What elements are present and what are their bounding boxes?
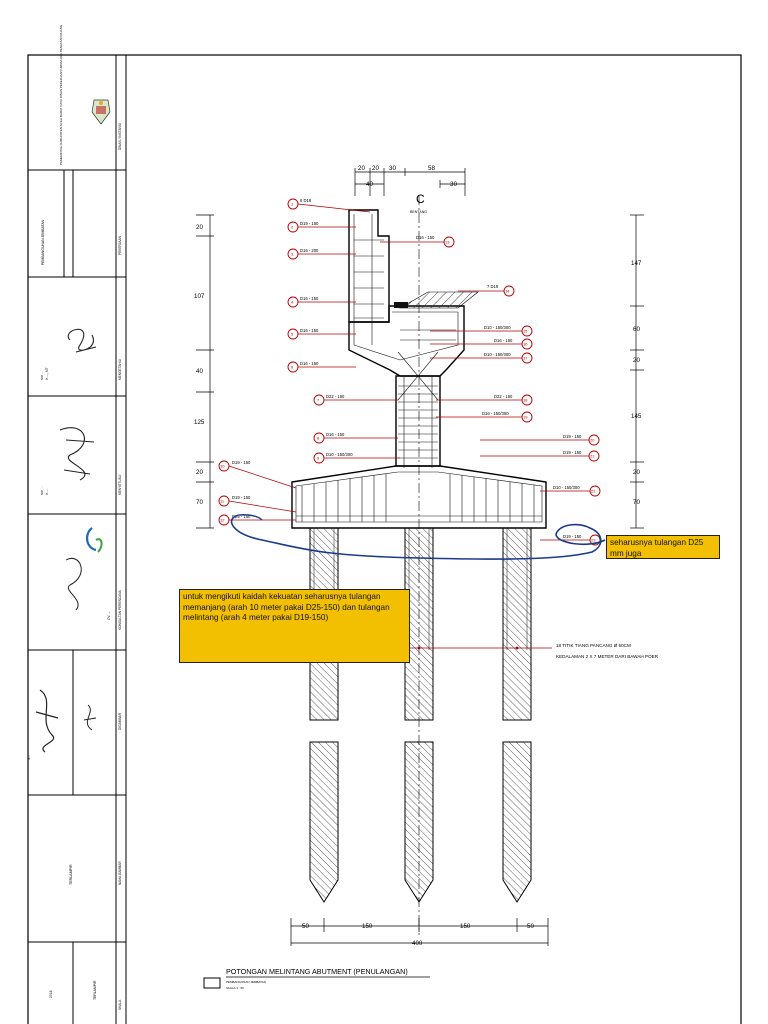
svg-text:17: 17 — [523, 355, 528, 361]
rebar-label — [314, 452, 400, 463]
rebar-label — [480, 450, 599, 461]
dim-top-6: 30 — [450, 181, 457, 188]
dim-right-4: 145 — [631, 413, 642, 420]
approver-2-name: Ir. ... — [45, 488, 49, 495]
field-label-konsultan: KONSULTAN PERENCANA — [118, 590, 122, 630]
drawing-scale: SKALA 1 : 50 — [226, 986, 244, 990]
dim-left-1: 20 — [196, 224, 203, 231]
review-callout-side: seharusnya tulangan D25 mm juga — [606, 535, 720, 559]
field-label-dinas: DINAS / INSTANSI — [118, 123, 122, 150]
rebar-label — [430, 325, 532, 336]
svg-text:23: 23 — [591, 537, 596, 543]
svg-text:6: 6 — [291, 364, 294, 370]
svg-text:D16 - 150/300: D16 - 150/300 — [482, 411, 509, 416]
centerline-label: BENTANG — [410, 210, 428, 214]
field-label-menyetujui: MENYETUJUI — [118, 474, 122, 495]
svg-text:3: 3 — [291, 251, 294, 257]
svg-text:D10 - 150/300: D10 - 150/300 — [484, 325, 511, 330]
signature-1 — [68, 329, 96, 352]
rebar-label — [314, 394, 398, 405]
field-label-pekerjaan: PEKERJAAN — [118, 236, 122, 255]
rebar-label — [314, 432, 398, 443]
svg-text:8: 8 — [317, 435, 320, 441]
rebar-labels-right — [380, 235, 600, 545]
svg-text:D10 - 150/300: D10 - 150/300 — [326, 452, 353, 457]
dim-top-3: 30 — [389, 165, 396, 172]
project-name: PEMBANGUNAN JEMBATAN — [41, 219, 45, 265]
svg-text:12: 12 — [220, 517, 225, 523]
signature-5 — [36, 690, 58, 752]
rebar-label — [219, 514, 296, 525]
svg-text:7 D19: 7 D19 — [487, 284, 499, 289]
rebar-label — [540, 485, 600, 496]
svg-text:7: 7 — [317, 397, 320, 403]
rebar-label — [436, 411, 532, 422]
svg-text:10: 10 — [220, 463, 225, 469]
rebar-label — [480, 434, 599, 445]
dim-left-4: 125 — [194, 419, 205, 426]
dim-right-3: 20 — [633, 357, 640, 364]
svg-text:D19 - 150: D19 - 150 — [232, 495, 251, 500]
svg-text:D19 - 150: D19 - 150 — [232, 460, 251, 465]
dim-top-4: 58 — [428, 165, 435, 172]
rebar-label — [219, 460, 296, 488]
dim-bottom-total: 400 — [412, 940, 423, 947]
dim-bottom-1: 50 — [302, 923, 309, 930]
rebar-label — [288, 328, 356, 339]
svg-text:D16 - 150: D16 - 150 — [300, 296, 319, 301]
svg-text:1: 1 — [291, 201, 294, 207]
approver-1-name: Ir. ..., MT — [45, 367, 49, 380]
piles — [310, 528, 531, 902]
dim-bottom-3: 150 — [460, 923, 471, 930]
government-logo — [92, 100, 110, 124]
svg-text:D16 - 150: D16 - 150 — [494, 338, 513, 343]
dim-right-5: 20 — [633, 469, 640, 476]
svg-text:D19 - 150: D19 - 150 — [563, 534, 582, 539]
svg-text:18: 18 — [523, 397, 528, 403]
dim-left-2: 107 — [194, 293, 205, 300]
svg-text:D16 - 150: D16 - 150 — [300, 328, 319, 333]
dim-top-2: 20 — [372, 165, 379, 172]
rebar-label — [430, 352, 532, 363]
svg-text:11: 11 — [220, 498, 225, 504]
svg-text:D16 - 150: D16 - 150 — [300, 361, 319, 366]
rebar-label — [288, 296, 356, 307]
approver-2-nip: NIP. ... — [40, 486, 44, 495]
review-callout-main: untuk mengikuti kaidah kekuatan seharusnya tulangan memanjang (arah 10 meter pakai D25-150) dan tulangan melintang (arah 4 meter pakai D19-150) — [179, 589, 410, 663]
svg-text:4: 4 — [291, 299, 294, 305]
drawing-title: POTONGAN MELINTANG ABUTMENT (PENULANGAN) — [226, 967, 408, 976]
approver-1-nip: NIP. ... — [40, 371, 44, 380]
field-label-mengetahui: MENGETAHUI — [118, 358, 122, 380]
pile-note-line-1: 18 TITIK TIANG PANCANG Ø 50CM — [556, 643, 631, 648]
svg-text:5: 5 — [291, 331, 294, 337]
year-value: 2018 — [49, 990, 53, 998]
bearing-seat — [349, 306, 464, 376]
svg-text:D10 - 150/300: D10 - 150/300 — [484, 352, 511, 357]
svg-text:D22 - 150: D22 - 150 — [326, 394, 345, 399]
dim-bottom-2: 150 — [362, 923, 373, 930]
svg-text:22: 22 — [591, 488, 596, 494]
svg-text:16: 16 — [523, 341, 528, 347]
dim-bottom-4: 50 — [527, 923, 534, 930]
rebar-label — [430, 338, 532, 349]
dim-right-1: 147 — [631, 260, 642, 267]
svg-text:14: 14 — [505, 288, 510, 294]
svg-text:20: 20 — [590, 437, 595, 443]
rebar-label — [288, 361, 356, 372]
drawing-subtitle: PEMBANGUNAN JEMBATAN — [226, 980, 266, 984]
rebar-label — [436, 394, 532, 405]
scale-value: TERLAMPIR — [93, 980, 97, 1000]
svg-text:9: 9 — [317, 455, 320, 461]
svg-text:2: 2 — [291, 224, 294, 230]
svg-text:D16 - 150: D16 - 150 — [416, 235, 435, 240]
bearing-pad — [394, 302, 408, 308]
sheet-name: TERLAMPIR — [69, 864, 73, 885]
rebar-label — [288, 248, 356, 259]
dim-top-5: 40 — [366, 181, 373, 188]
drafter-name: S.T — [27, 755, 31, 760]
dim-left-6: 70 — [196, 499, 203, 506]
svg-text:D10 - 150/300: D10 - 150/300 — [553, 485, 580, 490]
rebar-label — [288, 221, 356, 232]
svg-text:15: 15 — [523, 328, 528, 334]
dim-right-6: 70 — [633, 499, 640, 506]
rebar-label — [219, 495, 296, 512]
field-label-skala: SKALA — [118, 999, 122, 1010]
field-label-digambar: DIGAMBAR — [118, 712, 122, 730]
dim-left-3: 40 — [196, 368, 203, 375]
svg-text:19: 19 — [523, 414, 528, 420]
owner-text: PEMERINTAH KABUPATEN ACEH BARAT DAYA DINAS PEKERJAAN UMUM DAN PENATAAN RUANG — [59, 24, 63, 165]
dim-left-5: 20 — [196, 469, 203, 476]
svg-text:D16 - 200: D16 - 200 — [300, 248, 319, 253]
svg-text:6 D16: 6 D16 — [300, 198, 312, 203]
abutment-section — [292, 192, 546, 935]
abutment-stem — [396, 376, 440, 466]
svg-text:D19 - 150: D19 - 150 — [563, 450, 582, 455]
svg-text:21: 21 — [590, 453, 595, 459]
dim-top-1: 20 — [358, 165, 365, 172]
svg-text:D25 - 150: D25 - 150 — [232, 514, 251, 519]
dim-right-2: 60 — [633, 326, 640, 333]
svg-text:D19 - 150: D19 - 150 — [300, 221, 319, 226]
rebar-label — [380, 235, 454, 247]
signature-4 — [84, 705, 96, 730]
backwall-rebar — [354, 214, 458, 360]
signature-2 — [60, 428, 94, 480]
svg-text:D19 - 150: D19 - 150 — [563, 434, 582, 439]
company-name: CV. ... — [107, 611, 111, 620]
field-label-nama-gambar: NAMA GAMBAR — [118, 861, 122, 885]
deck-rest-hatch — [400, 292, 478, 308]
pile-note-line-2: KEDALAMAN 2 X 7 METER DARI BAWAH POER — [556, 654, 659, 659]
drawing-title-block — [204, 967, 430, 990]
svg-text:D22 - 150: D22 - 150 — [494, 394, 513, 399]
stem-stirrups — [398, 352, 438, 468]
consultant-logo — [87, 528, 102, 552]
svg-text:D16 - 150: D16 - 150 — [326, 432, 345, 437]
signature-3 — [66, 558, 81, 610]
centerline-symbol: C — [416, 192, 425, 206]
title-block — [27, 24, 126, 1024]
svg-text:13: 13 — [445, 239, 450, 245]
